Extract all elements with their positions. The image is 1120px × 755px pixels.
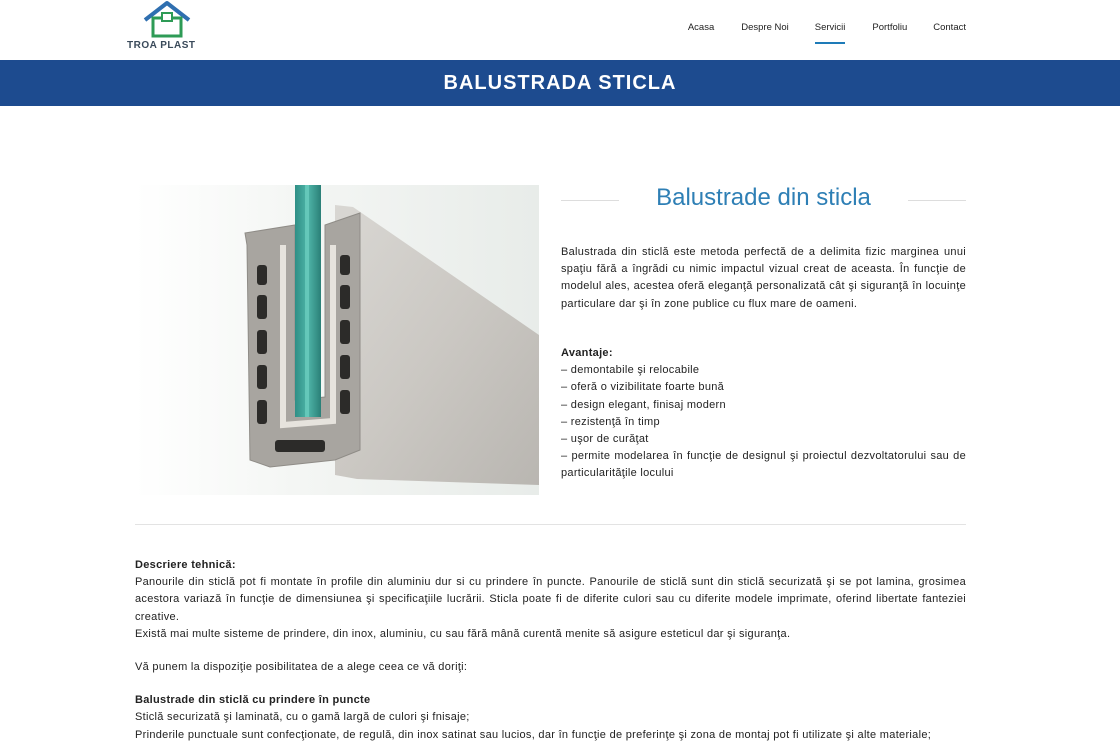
advantage-item: – demontabile şi relocabile xyxy=(561,364,700,377)
advantage-item: – rezistenţă în timp xyxy=(561,415,660,428)
section-divider xyxy=(135,524,966,525)
page-title: BALUSTRADA STICLA xyxy=(443,71,677,94)
description-paragraph: Vă punem la dispoziţie posibilitatea de a alege ceea ce vă doriţi: xyxy=(135,661,468,674)
description-paragraph: Panourile din sticlă pot fi montate în profile din aluminiu dur si cu prindere în puncte. Panourile de sticlă sunt din sticlă securizată şi se pot lamina, grosimea acestora variază în funcţie de dimensiunea şi specificaţiile lucrării. Sticla poate fi de diferite culori sau cu diferite modele imprimate, oferind libertate fanteziei creative. xyxy=(135,576,966,623)
description-paragraph: Există mai multe sisteme de prindere, din inox, aluminiu, cu sau fără mână curentă menite să asigure esteticul dar şi siguranţa. xyxy=(135,627,791,640)
nav-contact[interactable]: Contact xyxy=(933,22,966,33)
advantage-item: – permite modelarea în funcţie de designul şi proiectul dezvoltatorului sau de particularităţile locului xyxy=(561,450,966,480)
nav-portfoliu[interactable]: Portfoliu xyxy=(872,22,908,33)
title-divider-right xyxy=(908,200,966,201)
description-paragraph: Prinderile punctuale sunt confecţionate, de regulă, din inox satinat sau lucios, dar în funcţie de preferinţe şi zona de montaj pot fi utilizate şi alte materiale; xyxy=(135,728,932,741)
main-nav xyxy=(688,22,966,33)
advantage-item: – uşor de curăţat xyxy=(561,433,649,446)
description-subheading: Balustrade din sticlă cu prindere în puncte xyxy=(135,694,371,707)
house-logo-icon xyxy=(141,0,193,38)
nav-despre-noi[interactable]: Despre Noi xyxy=(741,22,789,33)
nav-acasa[interactable]: Acasa xyxy=(687,22,715,33)
glass-railing-profile-image xyxy=(135,185,539,495)
advantage-item: – oferă o vizibilitate foarte bună xyxy=(561,381,725,394)
technical-description xyxy=(135,557,966,744)
logo-text: TROA PLAST xyxy=(127,40,196,51)
site-header xyxy=(0,0,1120,60)
section-title: Balustrade din sticla xyxy=(656,184,871,211)
description-heading: Descriere tehnică: xyxy=(135,559,236,571)
intro-paragraph: Balustrada din sticlă este metoda perfectă de a delimita fizic marginea unui spaţiu fără a îngrădi cu nimic impactul vizual creat de aceasta. În funcţie de modelul ales, acestea oferă eleganţă personalizată cât şi siguranţă în locuinţe particulare dar şi în zone publice cu flux mare de oameni. xyxy=(561,246,966,310)
page-banner xyxy=(0,60,1120,106)
advantages-heading: Avantaje: xyxy=(561,347,613,359)
nav-servicii[interactable]: Servicii xyxy=(814,22,846,33)
advantage-item: – design elegant, finisaj modern xyxy=(561,398,726,411)
description-paragraph: Sticlă securizată şi laminată, cu o gamă largă de culori şi fnisaje; xyxy=(135,711,470,724)
product-image xyxy=(135,185,539,495)
section-heading xyxy=(561,184,966,216)
logo[interactable] xyxy=(127,0,207,55)
advantages-list xyxy=(561,345,966,483)
